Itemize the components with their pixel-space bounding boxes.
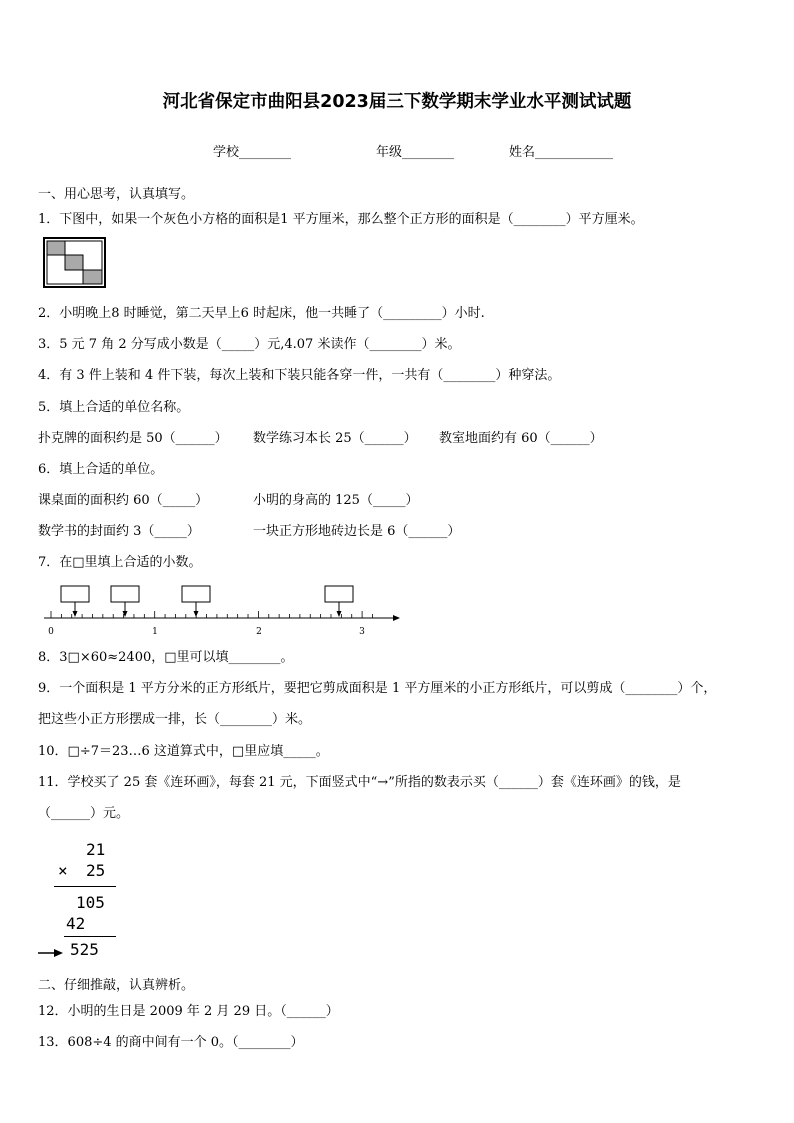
question-10: 10．□÷7＝23…6 这道算式中，□里应填_____。 xyxy=(38,744,329,759)
answer-box-2[interactable] xyxy=(111,586,139,617)
times-sign: × xyxy=(58,861,68,880)
question-4: 4．有 3 件上装和 4 件下装，每次上装和下装只能各穿一件，一共有（________）种穿法。 xyxy=(38,368,561,383)
section-1-title: 一、用心思考，认真填写。 xyxy=(38,187,195,202)
arrow-icon xyxy=(38,948,64,958)
question-1: 1．下图中，如果一个灰色小方格的面积是1 平方厘米，那么整个正方形的面积是（________）平方厘米。 xyxy=(38,212,644,227)
question-3: 3．5 元 7 角 2 分写成小数是（_____）元,4.07 米读作（________）米。 xyxy=(38,337,461,352)
question-5-stem: 5．填上合适的单位名称。 xyxy=(38,400,190,415)
question-6-c: 数学书的封面约 3（_____） xyxy=(38,524,200,539)
gray-cell-1 xyxy=(47,241,65,255)
grid-figure xyxy=(43,237,107,289)
question-5-a: 扑克牌的面积约是 50（______） xyxy=(38,431,228,446)
product-result: 525 xyxy=(70,940,99,959)
partial-product-2: 42 xyxy=(66,914,86,933)
grade-field[interactable]: 年级________ xyxy=(376,145,455,160)
section-2-title: 二、仔细推敲，认真辨析。 xyxy=(38,978,195,993)
tick-label-3: 3 xyxy=(359,627,365,637)
question-6-stem: 6．填上合适的单位。 xyxy=(38,462,164,477)
school-field[interactable]: 学校________ xyxy=(213,145,292,160)
answer-box-3[interactable] xyxy=(182,586,210,617)
multiplier: 25 xyxy=(86,861,106,880)
question-11-line1: 11．学校买了 25 套《连环画》，每套 21 元，下面竖式中“→”所指的数表示买（______）套《连环画》的钱，是 xyxy=(38,775,681,790)
question-11-line2: （______）元。 xyxy=(38,806,130,821)
vertical-multiplication xyxy=(38,838,128,963)
question-13: 13．608÷4 的商中间有一个 0。（________） xyxy=(38,1035,304,1050)
question-5-c: 教室地面约有 60（______） xyxy=(439,431,603,446)
question-9-line1: 9．一个面积是 1 平方分米的正方形纸片，要把它剪成面积是 1 平方厘米的小正方形纸片，可以剪成（________）个， xyxy=(38,681,717,696)
question-6-b: 小明的身高的 125（_____） xyxy=(253,493,419,508)
partial-product-1: 105 xyxy=(76,893,105,912)
number-line-ticks xyxy=(51,611,372,618)
gray-cell-3 xyxy=(83,270,102,284)
gray-cell-2 xyxy=(65,255,83,270)
multiplicand: 21 xyxy=(86,840,106,859)
tick-label-1: 1 xyxy=(152,627,158,637)
answer-box-4[interactable] xyxy=(325,586,353,617)
question-2: 2．小明晚上8 时睡觉，第二天早上6 时起床，他一共睡了（_________）小时. xyxy=(38,306,485,321)
tick-label-2: 2 xyxy=(256,627,262,637)
question-8: 8．3□×60≈2400，□里可以填________。 xyxy=(38,650,294,665)
question-5-b: 数学练习本长 25（______） xyxy=(253,431,417,446)
question-6-d: 一块正方形地砖边长是 6（______） xyxy=(253,524,461,539)
number-line xyxy=(40,578,405,638)
name-field[interactable]: 姓名____________ xyxy=(509,145,614,160)
page-title: 河北省保定市曲阳县2023届三下数学期末学业水平测试试题 xyxy=(162,92,632,112)
answer-box-1[interactable] xyxy=(61,586,89,617)
tick-label-0: 0 xyxy=(48,627,54,637)
question-12: 12．小明的生日是 2009 年 2 月 29 日。（______） xyxy=(38,1004,339,1019)
question-7-stem: 7．在□里填上合适的小数。 xyxy=(38,555,202,570)
question-6-a: 课桌面的面积约 60（_____） xyxy=(38,493,209,508)
question-9-line2: 把这些小正方形摆成一排，长（________）米。 xyxy=(38,712,312,727)
